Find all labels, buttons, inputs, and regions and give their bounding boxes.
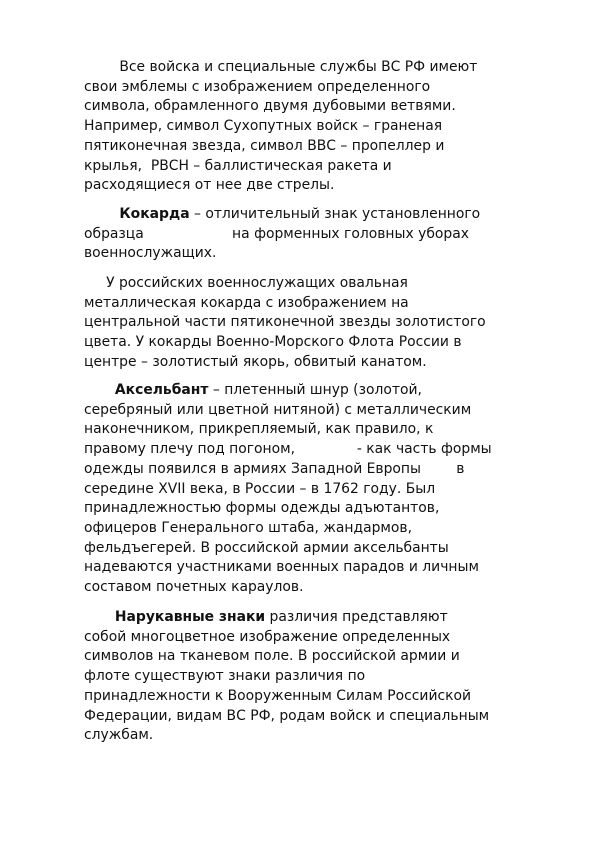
text-run: принадлежности к Вооруженным Силам Российской bbox=[84, 687, 472, 704]
text-run: середине XVII века, в России – в 1762 году. Был bbox=[84, 480, 436, 497]
term-bold: Нарукавные знаки bbox=[114, 609, 266, 625]
text-run: У российских военнослужащих овальная bbox=[84, 275, 408, 291]
text-line bbox=[84, 557, 479, 577]
text-line bbox=[84, 479, 435, 499]
text-run: различия представляют bbox=[265, 609, 448, 625]
text-run: серебряный или цветной нитяной) с металлическим bbox=[84, 401, 472, 418]
text-run bbox=[84, 206, 119, 222]
text-line bbox=[84, 116, 442, 136]
text-run: символов на тканевом поле. В российской армии и bbox=[84, 648, 460, 665]
text-line bbox=[84, 577, 304, 597]
text-run: военнослужащих. bbox=[84, 245, 217, 262]
text-run: составом почетных караулов. bbox=[84, 579, 304, 595]
text-run: свои эмблемы с изображением определенного bbox=[84, 78, 431, 95]
text-line bbox=[84, 243, 216, 263]
term-bold: Аксельбант bbox=[114, 382, 209, 398]
text-line bbox=[84, 312, 486, 332]
text-run: Например, символ Сухопутных войск – граненая bbox=[84, 118, 443, 135]
text-run: – отличительный знак установленного bbox=[189, 206, 481, 222]
text-run: образца на форменных головных уборах bbox=[84, 225, 469, 242]
text-line bbox=[84, 725, 153, 745]
text-line bbox=[84, 686, 471, 706]
text-run: Федерации, видам ВС РФ, родам войск и специальным bbox=[84, 707, 490, 724]
text-line bbox=[84, 666, 365, 686]
text-run: флоте существуют знаки различия по bbox=[84, 668, 366, 685]
text-run: надеваются участниками военных парадов и личным bbox=[84, 559, 479, 576]
text-line bbox=[84, 439, 492, 459]
text-run: – плетенный шнур (золотой, bbox=[208, 382, 422, 398]
text-run: пятиконечная звезда, символ ВВС – пропеллер и bbox=[84, 137, 445, 154]
text-run: металлическая кокарда с изображением на bbox=[84, 294, 409, 311]
text-run: цвета. У кокарды Военно-Морского Флота России в bbox=[84, 334, 462, 351]
text-line bbox=[84, 380, 422, 400]
text-line bbox=[84, 204, 480, 224]
text-line bbox=[84, 498, 439, 518]
text-line bbox=[84, 706, 489, 726]
text-line bbox=[84, 136, 444, 156]
text-line bbox=[84, 77, 430, 97]
text-run: собой многоцветное изображение определенных bbox=[84, 628, 451, 645]
text-run: символа, обрамленного двумя дубовыми ветвями. bbox=[84, 98, 456, 115]
text-line bbox=[84, 352, 427, 372]
text-run: правому плечу под погоном, - как часть формы bbox=[84, 441, 492, 458]
text-run bbox=[84, 382, 115, 398]
text-run: центральной части пятиконечной звезды золотистого bbox=[84, 314, 486, 331]
text-run: принадлежностью формы одежды адъютантов, bbox=[84, 500, 440, 517]
text-line bbox=[84, 518, 412, 538]
text-line bbox=[84, 96, 456, 116]
text-run: центре – золотистый якорь, обвитый канатом. bbox=[84, 353, 427, 370]
text-line bbox=[84, 627, 450, 647]
term-bold: Кокарда bbox=[119, 206, 190, 222]
text-run: наконечником, прикрепляемый, как правило, к bbox=[84, 421, 434, 438]
text-line bbox=[84, 332, 462, 352]
text-line bbox=[84, 419, 433, 439]
text-line bbox=[84, 293, 409, 313]
text-run: офицеров Генерального штаба, жандармов, bbox=[84, 519, 412, 536]
text-run: крылья, РВСН – баллистическая ракета и bbox=[84, 157, 392, 174]
text-run: расходящиеся от нее две стрелы. bbox=[84, 177, 335, 194]
text-line bbox=[84, 646, 460, 666]
text-line bbox=[84, 607, 448, 627]
text-line bbox=[84, 538, 449, 558]
text-line bbox=[84, 400, 471, 420]
text-run: одежды появился в армиях Западной Европы в bbox=[84, 460, 465, 477]
text-line bbox=[84, 224, 469, 244]
text-run: службам. bbox=[84, 727, 154, 744]
text-run bbox=[84, 609, 115, 625]
text-line bbox=[84, 175, 334, 195]
text-line bbox=[84, 57, 477, 77]
text-line bbox=[84, 459, 465, 479]
text-run: фельдъегерей. В российской армии аксельбанты bbox=[84, 539, 449, 556]
text-line bbox=[84, 156, 392, 176]
text-run: Все войска и специальные службы ВС РФ имеют bbox=[84, 59, 478, 75]
text-line bbox=[84, 273, 408, 293]
